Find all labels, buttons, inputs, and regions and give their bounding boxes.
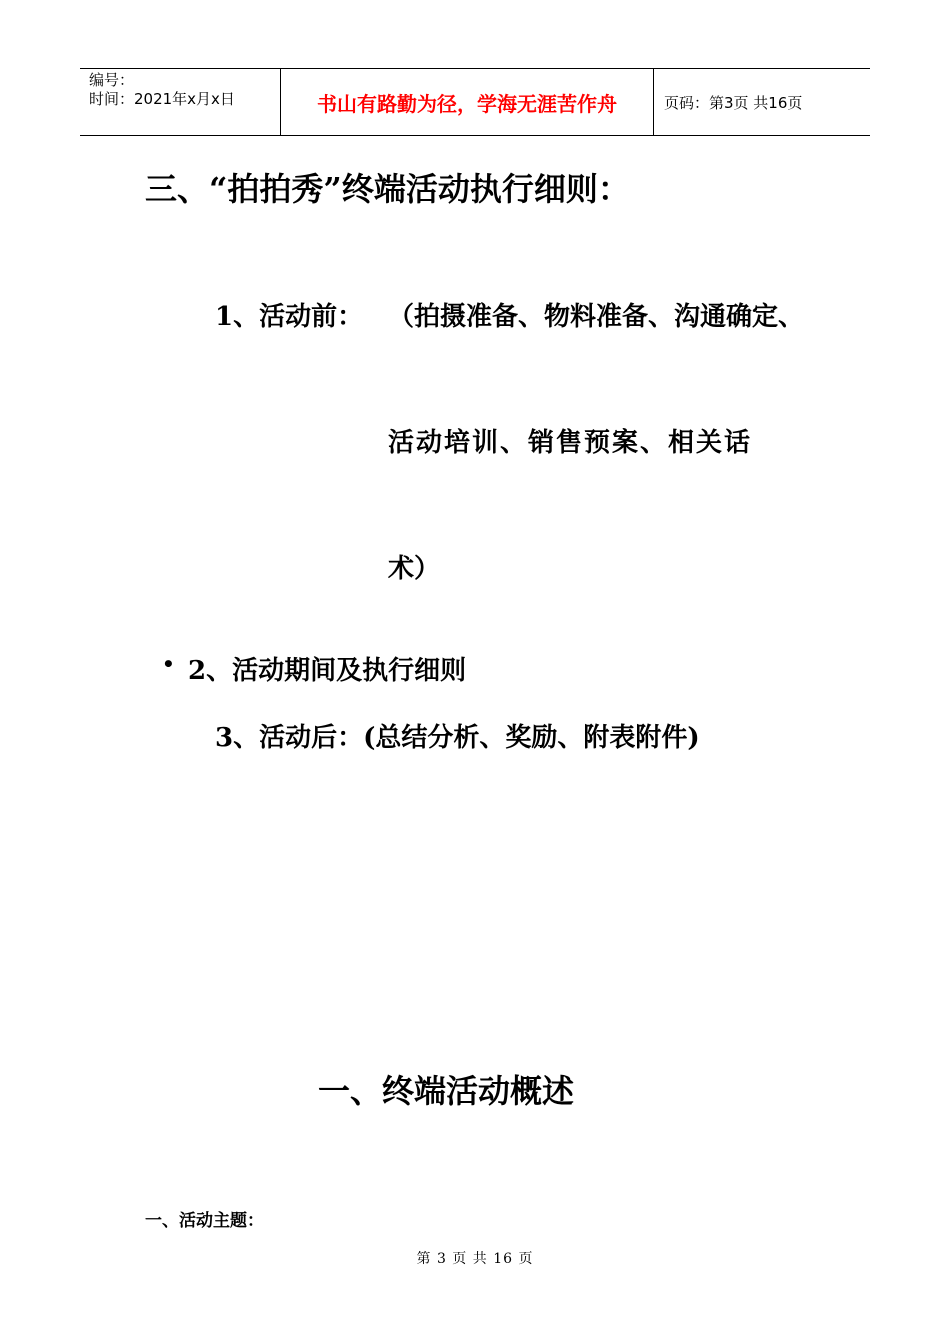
item1-line1: （拍摄准备、物料准备、沟通确定、 <box>388 302 805 332</box>
header-time: 时间：2021年x月x日 <box>89 90 235 108</box>
item1-line3: 术） <box>388 554 441 584</box>
subheading: 一、活动主题： <box>145 1211 264 1231</box>
bullet-icon: • <box>162 652 175 676</box>
header-page-info: 页码：第3页 共16页 <box>664 93 803 112</box>
item3-text: 3、活动后：(总结分析、奖励、附表附件) <box>215 723 700 753</box>
item1-line2: 活动培训、销售预案、相关话 <box>388 428 753 458</box>
item2-text: 2、活动期间及执行细则 <box>188 656 467 686</box>
chapter-title: 一、终端活动概述 <box>318 1072 575 1110</box>
header-number: 编号： <box>89 71 135 89</box>
section-title: 三、“拍拍秀”终端活动执行细则： <box>145 170 630 208</box>
page-footer: 第 3 页 共 16 页 <box>416 1251 534 1267</box>
page-header <box>80 68 870 136</box>
header-meta <box>80 69 281 135</box>
header-motto: 书山有路勤为径，学海无涯苦作舟 <box>281 69 654 135</box>
item1-label: 1、活动前： <box>215 302 364 332</box>
